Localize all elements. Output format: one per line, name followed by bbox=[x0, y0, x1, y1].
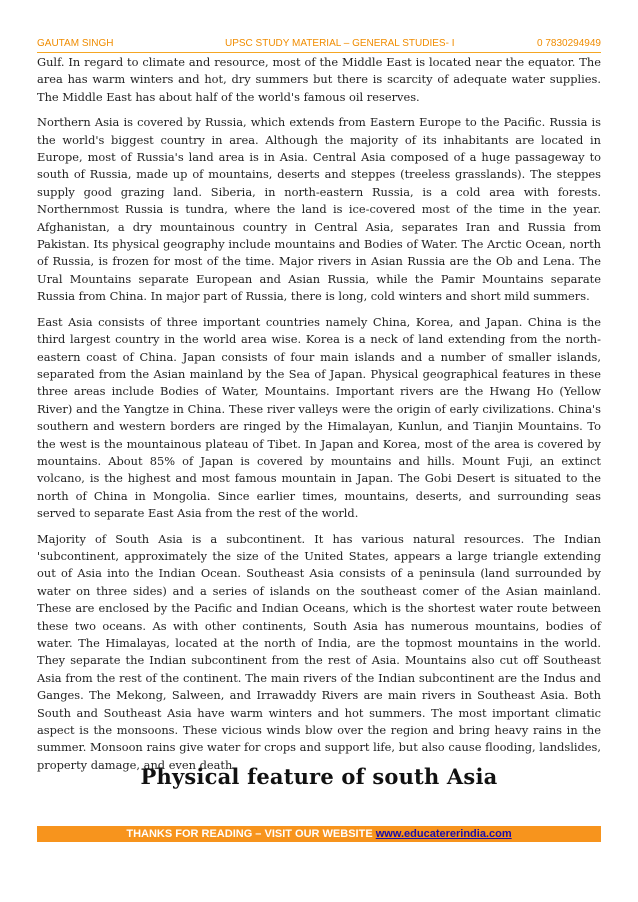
website-link[interactable]: www.educatererindia.com bbox=[375, 828, 512, 840]
paragraph-east-asia: East Asia consists of three important countries namely China, Korea, and Japan. China is the third largest country in the world area wise. Korea is a neck of land extending from the north-eastern coast of China. Japan consists of four main islands and a number of smaller islands, separated from the Asian mainland by the Sea of Japan. Physical geographical features in these three areas include Bodies of Water, Mountains. Important rivers are the Hwang Ho (Yellow River) and the Yangtze in China. These river valleys were the origin of early civilizations. China's southern and western borders are ringed by the Himalayan, Kunlun, and Tianjin Mountains. To the west is the mountainous plateau of Tibet. In Japan and Korea, most of the area is covered by mountains. About 85% of Japan is covered by mountains and hills. Mount Fuji, an extinct volcano, is the highest and most famous mountain in Japan. The Gobi Desert is situated to the north of China in Mongolia. Since earlier times, mountains, deserts, and surrounding seas served to separate East Asia from the rest of the world. bbox=[37, 314, 601, 521]
body-text bbox=[37, 54, 601, 782]
header-phone: 0 7830294949 bbox=[537, 38, 601, 49]
section-heading: Physical feature of south Asia bbox=[140, 764, 498, 789]
paragraph-middle-east: Gulf. In regard to climate and resource, most of the Middle East is located near the equator. The area has warm winters and hot, dry summers but there is scarcity of adequate water supplies. The Middle East has about half of the world's famous oil reserves. bbox=[37, 55, 601, 104]
page-footer bbox=[37, 826, 601, 842]
header-title: UPSC STUDY MATERIAL – GENERAL STUDIES- I bbox=[225, 38, 455, 49]
page-header bbox=[37, 38, 601, 53]
paragraph-northern-asia: Northern Asia is covered by Russia, which extends from Eastern Europe to the Pacific. Russia is the world's biggest country in area. Although the majority of its inhabitants are located in Europe, most of Russia's land area is in Asia. Central Asia composed of a huge passageway to south of Russia, made up of mountains, deserts and steppes (treeless grasslands). The steppes supply good grazing land. Siberia, in north-eastern Russia, is a cold area with forests. Northernmost Russia is tundra, where the land is ice-covered most of the time in the year. Afghanistan, a dry mountainous country in Central Asia, separates Iran and Russia from Pakistan. Its physical geography include mountains and Bodies of Water. The Arctic Ocean, north of Russia, is frozen for most of the time. Major rivers in Asian Russia are the Ob and Lena. The Ural Mountains separate European and Asian Russia, while the Pamir Mountains separate Russia from China. In major part of Russia, there is long, cold winters and short mild summers. bbox=[37, 115, 601, 304]
header-author: GAUTAM SINGH bbox=[37, 38, 114, 49]
footer-text: THANKS FOR READING – VISIT OUR WEBSITE bbox=[126, 828, 376, 840]
paragraph-south-asia: Majority of South Asia is a subcontinent. It has various natural resources. The Indian 'subcontinent, approximately the size of the United States, appears a large triangle extending out of Asia into the Indian Ocean. Southeast Asia consists of a peninsula (land surrounded by water on three sides) and a series of islands on the southeast comer of the Asian mainland. These are enclosed by the Pacific and Indian Oceans, which is the shortest water route between these two oceans. As with other continents, South Asia has numerous mountains, bodies of water. The Himalayas, located at the north of India, are the topmost mountains in the world. They separate the Indian subcontinent from the rest of Asia. Mountains also cut off Southeast Asia from the rest of the continent. The main rivers of the Indian subcontinent are the Indus and Ganges. The Mekong, Salween, and Irrawaddy Rivers are main rivers in Southeast Asia. Both South and Southeast Asia have warm winters and hot summers. The most important climatic aspect is the monsoons. These vicious winds blow over the region and bring heavy rains in the summer. Monsoon rains give water for crops and support life, but also cause flooding, landslides, property damage, and even death. bbox=[37, 531, 601, 772]
